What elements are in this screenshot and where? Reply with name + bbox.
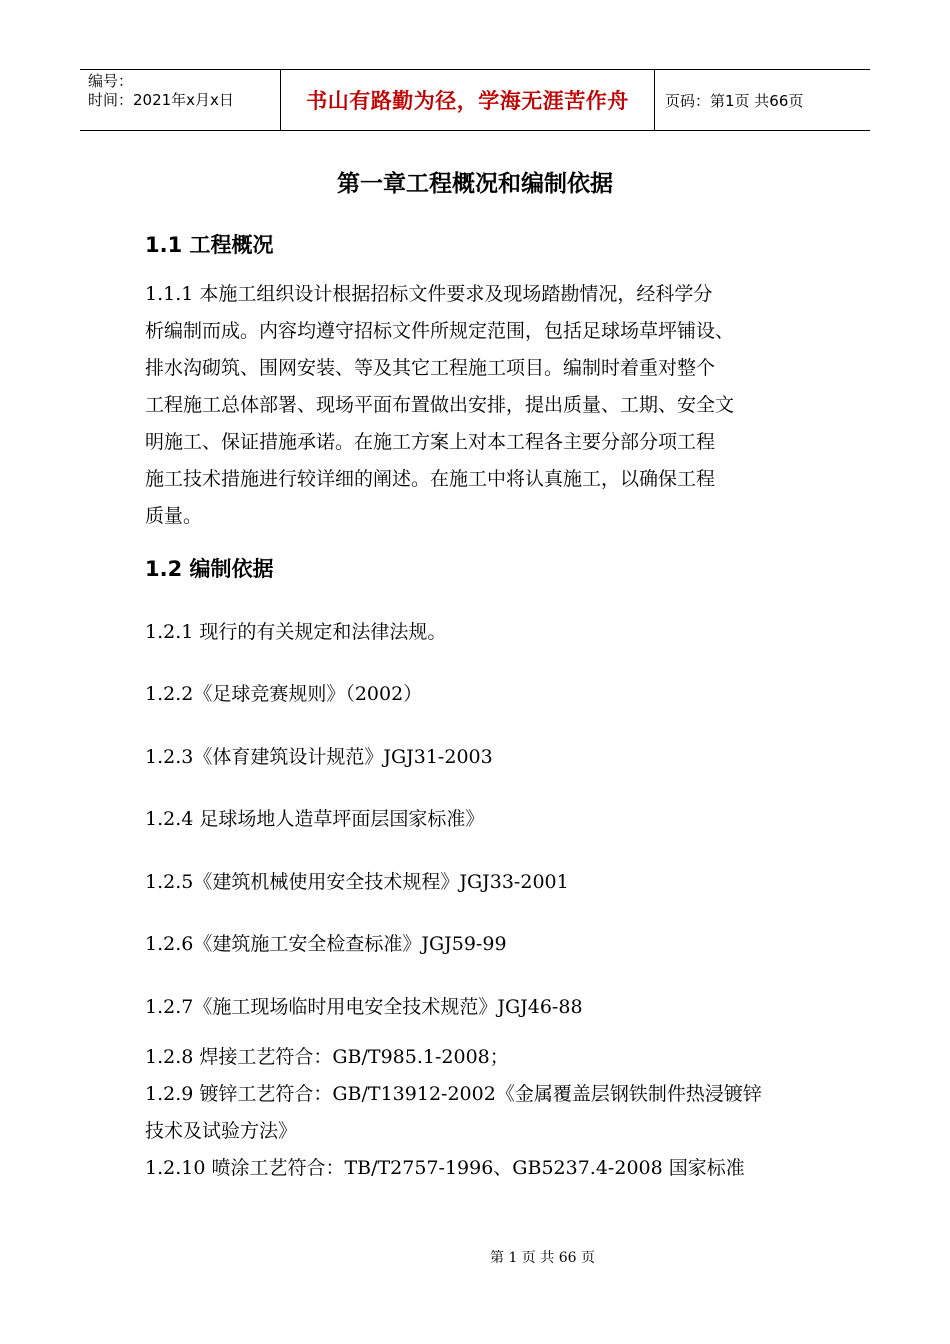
- paragraph-line: 明施工、保证措施承诺。在施工方案上对本工程各主要分部分项工程: [145, 431, 716, 453]
- chapter-title: 第一章工程概况和编制依据: [337, 171, 613, 197]
- motto-text: 书山有路勤为径，学海无涯苦作舟: [306, 89, 629, 113]
- section-heading-basis: 1.2 编制依据: [145, 557, 274, 581]
- header-page-info: 页码：第1页 共66页: [665, 91, 804, 110]
- paragraph-line: 排水沟砌筑、围网安装、等及其它工程施工项目。编制时着重对整个: [145, 357, 716, 379]
- basis-item: 1.2.1 现行的有关规定和法律法规。: [145, 621, 447, 643]
- basis-item: 1.2.8 焊接工艺符合：GB/T985.1-2008；: [145, 1046, 509, 1068]
- header-meta-cell: [80, 70, 281, 130]
- paragraph-line: 质量。: [145, 505, 203, 527]
- basis-item: 1.2.3《体育建筑设计规范》JGJ31-2003: [145, 746, 493, 768]
- basis-item: 1.2.9 镀锌工艺符合：GB/T13912-2002《金属覆盖层钢铁制件热浸镀锌: [145, 1083, 762, 1105]
- basis-item: 1.2.2《足球竞赛规则》（2002）: [145, 683, 423, 705]
- basis-item: 1.2.5《建筑机械使用安全技术规程》JGJ33-2001: [145, 871, 569, 893]
- paragraph-line: 析编制而成。内容均遵守招标文件所规定范围，包括足球场草坪铺设、: [145, 320, 735, 342]
- section-heading-overview: 1.1 工程概况: [145, 233, 274, 257]
- basis-item-continuation: 技术及试验方法》: [145, 1120, 298, 1142]
- basis-item: 1.2.6《建筑施工安全检查标准》JGJ59-99: [145, 933, 507, 955]
- paragraph-line: 施工技术措施进行较详细的阐述。在施工中将认真施工，以确保工程: [145, 468, 716, 490]
- document-time-label: 时间：2021年x月x日: [88, 91, 234, 109]
- basis-item: 1.2.10 喷涂工艺符合：TB/T2757-1996、GB5237.4-2008 国家标准: [145, 1157, 745, 1179]
- paragraph-line: 工程施工总体部署、现场平面布置做出安排，提出质量、工期、安全文: [145, 394, 735, 416]
- header-page-cell: [655, 70, 870, 130]
- basis-item: 1.2.4 足球场地人造草坪面层国家标准》: [145, 808, 485, 830]
- document-number-label: 编号：: [88, 72, 134, 90]
- page-footer: 第 1 页 共 66 页: [490, 1250, 595, 1266]
- header-motto-cell: [281, 70, 655, 130]
- overview-paragraph: [145, 276, 825, 535]
- paragraph-line: 1.1.1 本施工组织设计根据招标文件要求及现场踏勘情况，经科学分: [145, 283, 713, 305]
- document-header: [80, 69, 870, 131]
- basis-item: 1.2.7《施工现场临时用电安全技术规范》JGJ46-88: [145, 996, 583, 1018]
